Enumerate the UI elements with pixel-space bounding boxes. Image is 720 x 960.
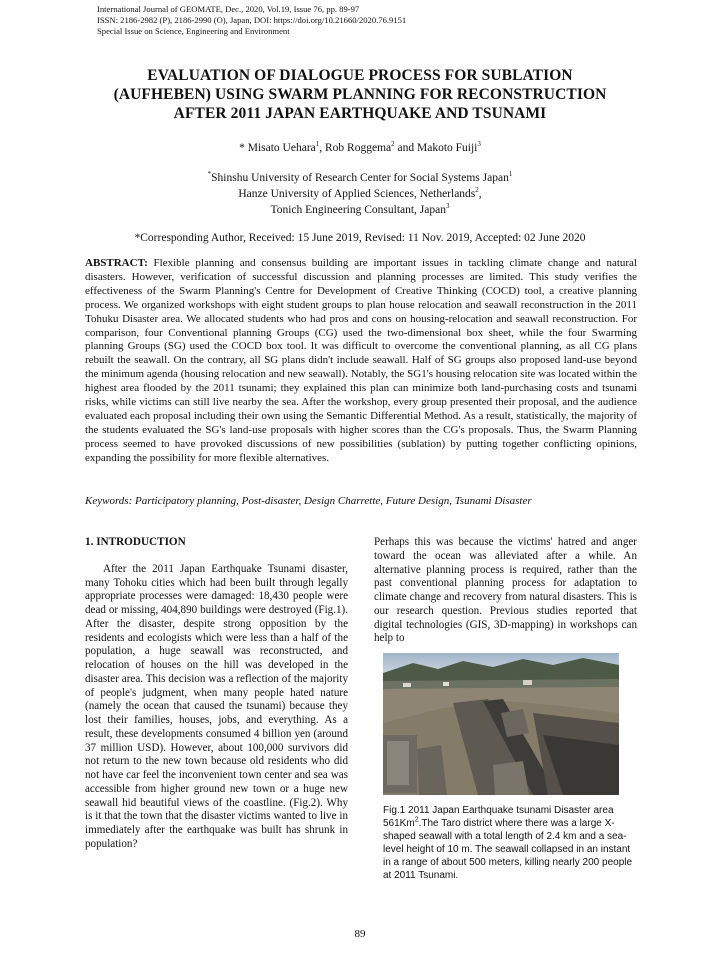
abstract	[85, 257, 637, 466]
affiliations	[0, 170, 720, 218]
figure-1-photo	[383, 653, 619, 795]
figure-1-caption: Fig.1 2011 Japan Earthquake tsunami Disaster area 561Km$^2$.The Taro district where there was a large X-shaped seawall with a total length of 2.4 km and a sea-level height of 10 m. The seawall collapsed in an instant in a range of about 500 meters, killing nearly 200 people at 2011 Tsunami.	[383, 805, 633, 881]
affiliation-2: Hanze University of Applied Sciences, Netherlands$^2$,	[238, 186, 482, 200]
page-number: 89	[354, 928, 366, 940]
section-heading-introduction: 1. INTRODUCTION	[85, 536, 186, 548]
author-2-affil: 2	[391, 140, 395, 149]
author-1-affil: 1	[315, 140, 320, 149]
right-column	[374, 536, 637, 646]
author-1: * Misato Uehara	[239, 142, 316, 154]
author-3-affil: 3	[477, 140, 481, 149]
journal-header	[97, 4, 577, 37]
intro-paragraph-1: After the 2011 Japan Earthquake Tsunami disaster, many Tohoku cities which had been built through legally appropriate processes were damaged: 18,430 people were dead or missing, 404,890 buildings were destroyed (Fig.1). After the disaster, despite strong opposition by the residents and ecologists which were less than a half of the population, a huge seawall was reconstructed, and relocation of houses on the hill was developed in the disaster area. This decision was a reflection of the majority of people's judgment, when many people hated nature (namely the ocean that caused the tsunami) because they lost their families, houses, jobs, and everything. As a result, these developments consumed 4 billion yen (around 37 million USD). However, about 100,000 survivors did not return to the new town because old residents who did not have car feel the inconvenient town center and sea was accessible from higher ground new town or a huge new seawall hid beautiful views of the coastline. (Fig.2). Why is it that the town that the disaster victims wanted to live in immediately after the earthquake was built has shrunk in population?	[85, 562, 348, 850]
abstract-text: Flexible planning and consensus building are important issues in tackling climate change and natural disasters. However, verification of successful discussion and planning processes are limited. This study verifies the effectiveness of the Swarm Planning's Centre for Development of Creative Thinking (COCD) tool, a creative planning process. We organized workshops with eight student groups to plan house relocation and seawall reconstruction in the 2011 Tohuku Disaster area. We allocated students who had pros and cons on housing-relocation and seawall reconstruction. For comparison, four Conventional planning Groups (CG) used the two-dimensional box sheet, while the four Swarming planning Groups (SG) used the COCD box tool. It was difficult to overcome the conventional planning, as all CG plans rebuilt the seawall. On the contrary, all SG plans didn't include seawall. Half of SG groups also proposed land-use beyond the minimum agenda (housing relocation and new seawall). Notably, the SG1's housing relocation site was located within the highest area flooded by the 2011 tsunami; they explained this plan can minimize both land-purchasing costs and tsunami risks, while victims can still live nearby the sea. After the workshop, every group presented their proposal, and the audience evaluated each proposal including their own using the Semantic Differential Method. As a result, statistically, the majority of the students evaluated the SG's land-use proposals with higher scores than the CG's proposals. Thus, the Swarm Planning process seemed to have provoked discussions of new possibilities (sublation) by putting together conflicting opinions, expanding the possibility for more flexible alternatives.	[85, 257, 637, 464]
journal-citation: International Journal of GEOMATE, Dec., 2020, Vol.19, Issue 76, pp. 89-97	[97, 4, 360, 14]
affiliation-1: *Shinshu University of Research Center for Social Systems Japan$^1$	[207, 170, 513, 184]
left-column	[85, 536, 348, 852]
author-list	[0, 142, 720, 154]
abstract-label: ABSTRACT:	[85, 257, 148, 269]
corresponding-author-dates: *Corresponding Author, Received: 15 June 2019, Revised: 11 Nov. 2019, Accepted: 02 June 2020	[134, 232, 586, 244]
journal-special-issue: Special Issue on Science, Engineering and Environment	[97, 26, 290, 36]
collapsed-seawall-photo	[383, 653, 619, 795]
title-line-3: AFTER 2011 JAPAN EARTHQUAKE AND TSUNAMI	[173, 105, 547, 122]
title-line-1: EVALUATION OF DIALOGUE PROCESS FOR SUBLATION	[147, 67, 573, 84]
intro-paragraph-2: Perhaps this was because the victims' hatred and anger toward the ocean was alleviated after a while. An alternative planning process is required, rather than the past conventional planning process for adaptation to climate change and recovery from natural disasters. This is our research question. Previous studies reported that digital technologies (GIS, 3D-mapping) in workshops can help to	[374, 536, 637, 645]
journal-issn-doi: ISSN: 2186-2982 (P), 2186-2990 (O), Japan, DOI: https://doi.org/10.21660/2020.76.9151	[97, 15, 407, 25]
author-2: , Rob Roggema	[319, 142, 392, 154]
paper-title	[80, 66, 640, 123]
author-3: and Makoto Fuiji	[394, 142, 478, 154]
title-line-2: (AUFHEBEN) USING SWARM PLANNING FOR RECONSTRUCTION	[113, 86, 607, 103]
affiliation-3: Tonich Engineering Consultant, Japan$^3$	[270, 202, 450, 216]
keywords: Keywords: Participatory planning, Post-disaster, Design Charrette, Future Design, Tsunami Disaster	[85, 495, 532, 507]
